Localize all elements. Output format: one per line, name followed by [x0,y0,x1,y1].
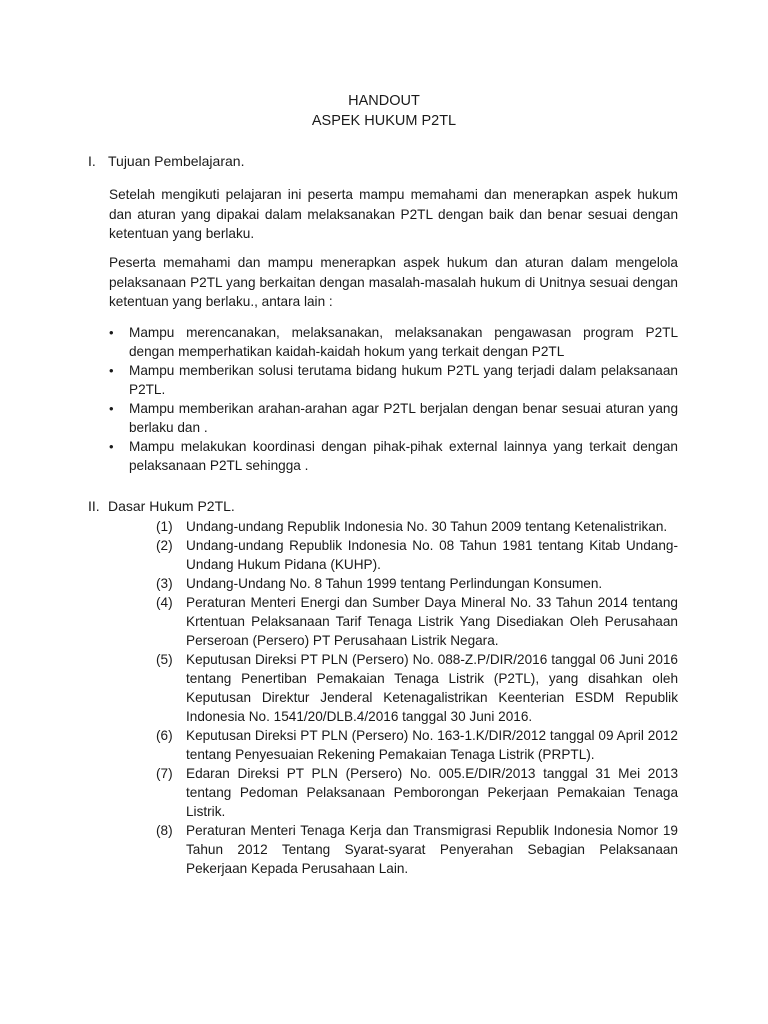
document-subtitle: ASPEK HUKUM P2TL [311,113,457,129]
section-number: II. [88,498,100,514]
item-text: Undang-Undang No. 8 Tahun 1999 tentang Perlindungan Konsumen. [186,576,603,591]
item-text: Edaran Direksi PT PLN (Persero) No. 005.E/DIR/2013 tanggal 31 Mei 2013 tentang Pedoman Pelaksanaan Pemborongan Pekerjaan Pemakaian Tenaga Listrik. [186,766,678,819]
section-number: I. [88,153,96,169]
item-text: Undang-undang Republik Indonesia No. 08 Tahun 1981 tentang Kitab Undang-Undang Hukum Pidana (KUHP). [186,538,678,572]
item-number: (5) [156,652,173,667]
legal-item [156,593,678,650]
legal-item [156,764,678,821]
section-title: Tujuan Pembelajaran. [108,153,245,169]
paragraph-objectives: Peserta memahami dan mampu menerapkan aspek hukum dan aturan dalam mengelola pelaksanaan P2TL yang berkaitan dengan masalah-masalah hukum di Unitnya sesuai dengan ketentuan yang berlaku., antara lain : [109,255,678,310]
item-text: Keputusan Direksi PT PLN (Persero) No. 163-1.K/DIR/2012 tanggal 09 April 2012 tentang Penyesuaian Rekening Pemakaian Tenaga Listrik (PRPTL). [186,728,678,762]
item-text: Peraturan Menteri Energi dan Sumber Daya Mineral No. 33 Tahun 2014 tentang Krtentuan Pelaksanaan Tarif Tenaga Listrik Yang Disediakan Oleh Perusahaan Perseroan (Persero) PT Perusahaan Listrik Negara. [186,595,678,648]
list-item: • Mampu memberikan arahan-arahan agar P2TL berjalan dengan benar sesuai aturan yang berlaku dan . [109,399,678,437]
item-text: Undang-undang Republik Indonesia No. 30 Tahun 2009 tentang Ketenalistrikan. [186,519,668,534]
item-text: Peraturan Menteri Tenaga Kerja dan Transmigrasi Republik Indonesia Nomor 19 Tahun 2012 Tentang Syarat-syarat Penyerahan Sebagian Pelaksanaan Pekerjaan Kepada Perusahaan Lain. [186,823,678,876]
document-title: HANDOUT [348,93,420,109]
section-heading-dasar-hukum [88,498,235,514]
section-heading-tujuan [88,153,244,169]
item-number: (8) [156,823,173,838]
legal-item [156,821,678,878]
item-number: (7) [156,766,173,781]
legal-item [156,650,678,726]
legal-item [156,726,678,764]
legal-item [156,517,678,536]
list-item: • Mampu melakukan koordinasi dengan pihak-pihak external lainnya yang terkait dengan pelaksanaan P2TL sehingga . [109,437,678,475]
item-number: (3) [156,576,173,591]
objectives-list [109,323,678,475]
legal-item [156,574,678,593]
paragraph-intro: Setelah mengikuti pelajaran ini peserta mampu memahami dan menerapkan aspek hukum dan aturan yang dipakai dalam melaksanakan P2TL dengan baik dan benar sesuai dengan ketentuan yang berlaku. [109,187,678,242]
item-number: (2) [156,538,173,553]
item-number: (6) [156,728,173,743]
list-item: • Mampu merencanakan, melaksanakan, melaksanakan pengawasan program P2TL dengan memperhatikan kaidah-kaidah hokum yang terkait dengan P2TL [109,323,678,361]
item-number: (1) [156,519,173,534]
item-number: (4) [156,595,173,610]
legal-item [156,536,678,574]
list-item: • Mampu memberikan solusi terutama bidang hukum P2TL yang terjadi dalam pelaksanaan P2TL. [109,361,678,399]
legal-basis-list [156,517,678,878]
item-text: Keputusan Direksi PT PLN (Persero) No. 088-Z.P/DIR/2016 tanggal 06 Juni 2016 tentang Penertiban Pemakaian Tenaga Listrik (P2TL), yang disahkan oleh Keputusan Direktur Jenderal Ketenagalistrikan Keenterian ESDM Republik Indonesia No. 1541/20/DLB.4/2016 tanggal 30 Juni 2016. [186,652,678,724]
section-title: Dasar Hukum P2TL. [108,498,235,514]
